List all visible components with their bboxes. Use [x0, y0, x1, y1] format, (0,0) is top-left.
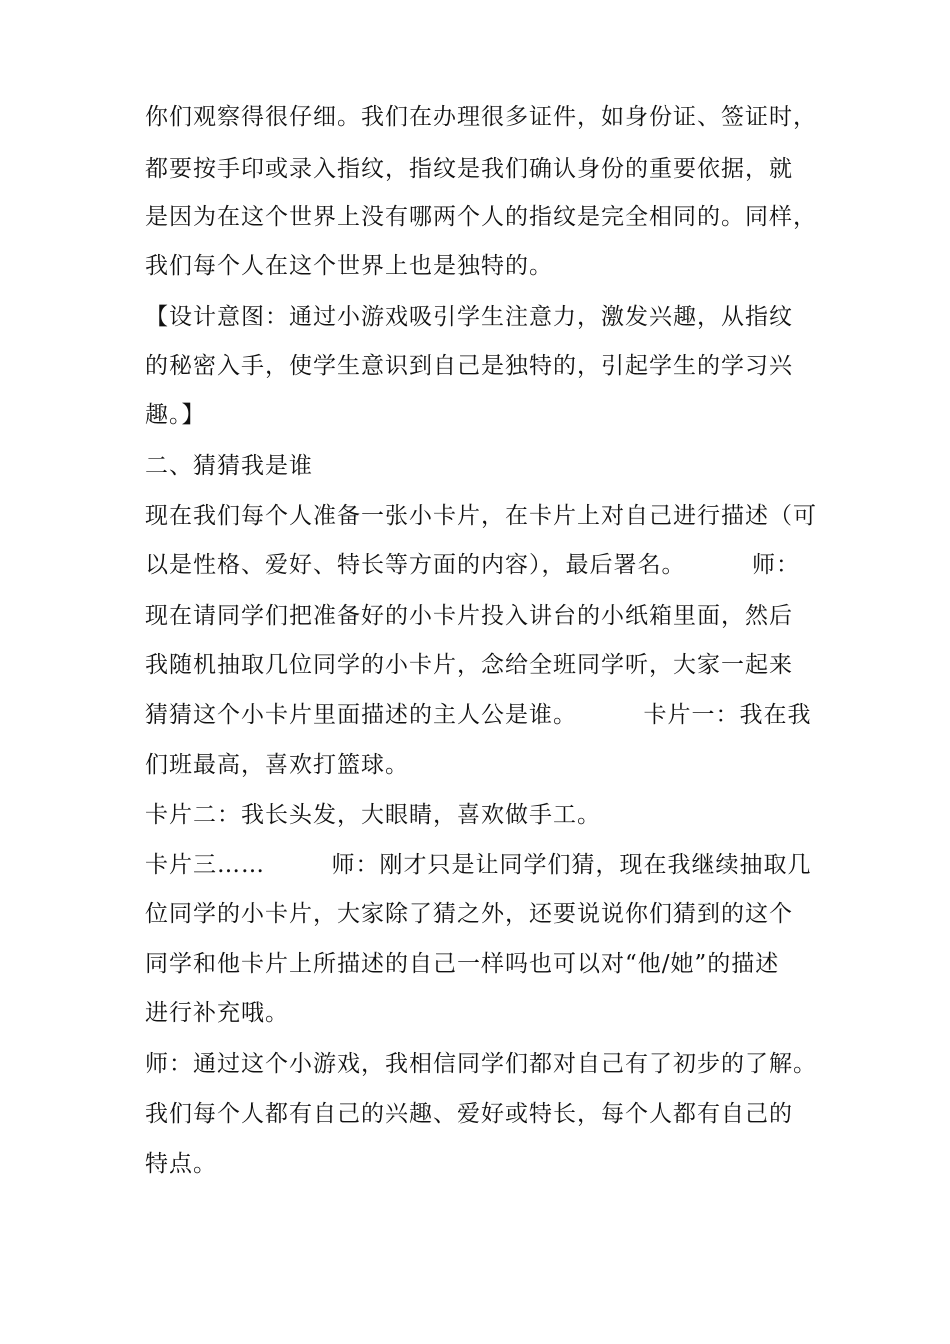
text-line: 你们观察得很仔细。我们在办理很多证件，如身份证、签证时，: [145, 104, 817, 130]
text-line: 特点。: [145, 1151, 217, 1177]
design-intent-line: 趣。】: [145, 402, 206, 428]
text-line: 是因为在这个世界上没有哪两个人的指纹是完全相同的。同样，: [145, 204, 817, 230]
text-line: 同学和他卡片上所描述的自己一样吗也可以对“他/她”的描述: [145, 951, 780, 977]
text-line: 卡片二：我长头发，大眼睛，喜欢做手工。: [145, 802, 601, 828]
text-line: 猜猜这个小卡片里面描述的主人公是谁。 卡片一：我在我: [145, 702, 812, 728]
text-line: 现在我们每个人准备一张小卡片，在卡片上对自己进行描述（可: [145, 503, 817, 529]
text-line: 师：通过这个小游戏，我相信同学们都对自己有了初步的了解。: [145, 1051, 817, 1077]
text-line: 以是性格、爱好、特长等方面的内容），最后署名。 师：: [145, 552, 800, 578]
text-line: 都要按手印或录入指纹，指纹是我们确认身份的重要依据，就: [145, 156, 793, 182]
text-line: 进行补充哦。: [145, 1000, 289, 1026]
text-line: 位同学的小卡片，大家除了猜之外，还要说说你们猜到的这个: [145, 901, 793, 927]
text-line: 们班最高，喜欢打篮球。: [145, 752, 409, 778]
design-intent-line: 【设计意图：通过小游戏吸引学生注意力，激发兴趣，从指纹: [145, 304, 793, 330]
section-heading: 二、猜猜我是谁: [145, 453, 313, 479]
text-line: 卡片三…… 师：刚才只是让同学们猜，现在我继续抽取几: [145, 852, 812, 878]
design-intent-line: 的秘密入手，使学生意识到自己是独特的，引起学生的学习兴: [145, 353, 793, 379]
text-line: 我随机抽取几位同学的小卡片，念给全班同学听，大家一起来: [145, 652, 793, 678]
text-line: 我们每个人都有自己的兴趣、爱好或特长，每个人都有自己的: [145, 1101, 793, 1127]
text-line: 现在请同学们把准备好的小卡片投入讲台的小纸箱里面，然后: [145, 603, 793, 629]
text-line: 我们每个人在这个世界上也是独特的。: [145, 253, 553, 279]
